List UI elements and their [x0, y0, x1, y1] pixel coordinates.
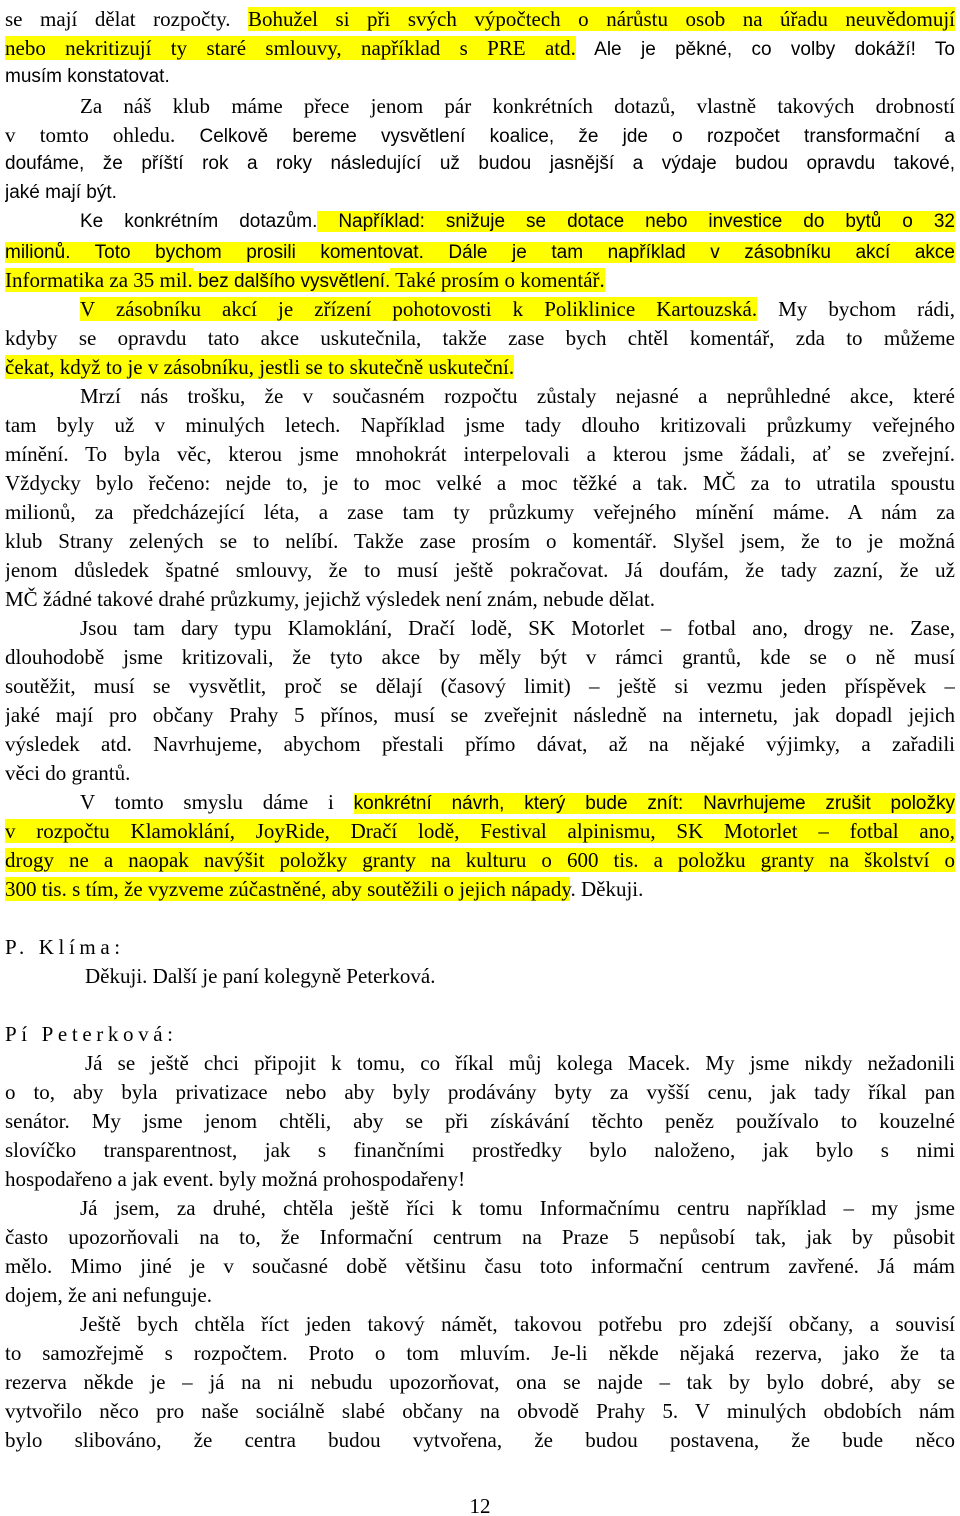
text-line: [80, 208, 955, 236]
text-line: Za náš klub máme přece jenom pár konkrétních dotazů, vlastně takových drobností: [80, 94, 955, 118]
text-line: [5, 817, 955, 845]
text-line: Mrzí nás trošku, že v současném rozpočtu zůstaly nejasné a neprůhledné akce, které: [80, 384, 955, 408]
highlighted-text: drogy ne a naopak navýšit položky granty na kulturu o 600 tis. a položku granty na školství o: [5, 848, 955, 872]
text-line: [5, 846, 955, 874]
text-line: mělo. Mimo jiné je v současné době většinu času toto informační centrum zavřené. Já mám: [5, 1254, 955, 1278]
text-run: . Děkuji.: [570, 877, 644, 901]
text-run: Celkově bereme vysvětlení koalice, že jde o rozpočet transformační a: [199, 126, 955, 147]
text-line: [5, 5, 955, 33]
text-line: [80, 295, 955, 323]
highlighted-text: čekat, když to je v zásobníku, jestli se to skutečně uskuteční.: [5, 355, 515, 379]
text-line: Jsou tam dary typu Klamoklání, Dračí lodě, SK Motorlet – fotbal ano, drogy ne. Zase,: [80, 616, 955, 640]
text-line: klub Strany zelených se to nelíbí. Takže zase prosím o komentář. Slyšel jsem, že to je možná: [5, 529, 955, 553]
text-line: MČ žádné takové drahé průzkumy, jejichž výsledek není znám, nebude dělat.: [5, 587, 655, 611]
highlighted-text: v rozpočtu Klamoklání, JoyRide, Dračí lodě, Festival alpinismu, SK Motorlet – fotbal ano,: [5, 819, 955, 843]
highlighted-text: konkrétní návrh, který bude znít: Navrhujeme zrušit položky: [353, 793, 955, 814]
text-line: dlouhodobě jsme kritizovali, že tyto akce by měly být v rámci grantů, kde se o ně musí: [5, 645, 955, 669]
text-line: Já jsem, za druhé, chtěla ještě říci k tomu Informačnímu centru například – my jsme: [80, 1196, 955, 1220]
text-line: mínění. To byla věc, kterou jsme mnohokrát interpelovali a kterou jsme žádali, ať se zveřejní.: [5, 442, 955, 466]
text-line: doufáme, že příští rok a roky následující už budou jasnější a výdaje budou opravdu takové,: [5, 153, 955, 174]
text-line: o to, aby byla privatizace nebo aby byly prodávány byty za vyšší cenu, jak tady říkal pan: [5, 1080, 955, 1104]
page-number: 12: [469, 1494, 491, 1516]
text-line: bylo slibováno, že centra budou vytvořena, že budou postavena, že bude něco: [5, 1428, 955, 1452]
text-line: senátor. My jsme jenom chtěli, aby se při získávání těchto peněz používalo to kouzelné: [5, 1109, 955, 1133]
text-line: Děkuji. Další je paní kolegyně Peterková.: [85, 964, 436, 988]
highlighted-text: nebo nekritizují ty staré smlouvy, například s PRE atd.: [5, 36, 576, 60]
text-line: [5, 237, 955, 265]
text-line: [5, 353, 955, 381]
highlighted-text: milionů. Toto bychom prosili komentovat.: [5, 242, 424, 263]
text-line: věci do grantů.: [5, 761, 131, 785]
highlighted-text: Také prosím o komentář.: [390, 268, 605, 292]
speaker-heading: Pí Peterková:: [5, 1022, 178, 1046]
text-run: v tomto ohledu.: [5, 123, 200, 147]
text-line: milionů, za předcházející léta, a zase tam ty průzkumy veřejného mínění máme. A nám za: [5, 500, 955, 524]
highlighted-text: Dále je tam například v zásobníku akcí akce: [423, 242, 955, 263]
text-line: hospodařeno a jak event. byly možná prohospodařeny!: [5, 1167, 466, 1191]
text-line: [5, 266, 955, 294]
text-line: tam byly už v minulých letech. Například jsme tady dlouho kritizovali průzkumy veřejného: [5, 413, 955, 437]
highlighted-text: Bohužel si při svých výpočtech o nárůstu osob na úřadu neuvědomují: [248, 7, 955, 31]
text-line: jaké mají být.: [5, 182, 117, 203]
text-line: často upozorňovali na to, že Informační centrum na Praze 5 nepůsobí tak, jak by působit: [5, 1225, 955, 1249]
text-run: Ke konkrétním dotazům.: [80, 211, 318, 232]
highlighted-text: V zásobníku akcí je zřízení pohotovosti k Poliklinice Kartouzská.: [80, 297, 758, 321]
text-line: Vždycky bylo řečeno: nejde to, je to moc velké a moc těžké a tak. MČ za to utratila spoustu: [5, 471, 955, 495]
text-run: My bychom rádi,: [757, 297, 955, 321]
text-line: musím konstatovat.: [5, 66, 170, 87]
speaker-heading: P. Klíma:: [5, 935, 125, 959]
text-run: V tomto smyslu dáme i: [80, 790, 354, 814]
text-line: kdyby se opravdu tato akce uskutečnila, takže zase bych chtěl komentář, zda to můžeme: [5, 326, 955, 350]
text-line: jenom důsledek špatné smlouvy, že to musí ještě pokračovat. Já doufám, že tady zazní, že už: [5, 558, 955, 582]
text-line: [5, 34, 955, 62]
highlighted-text: Například: snižuje se dotace nebo investice do bytů o 32: [317, 211, 955, 232]
text-line: dojem, že ani nefunguje.: [5, 1283, 213, 1307]
text-line: výsledek atd. Navrhujeme, abychom přestali přímo dávat, až na nějaké výjimky, a zařadili: [5, 732, 955, 756]
text-line: rezerva někde je – já na ni nebudu upozorňovat, ona se najde – tak by bylo dobré, aby se: [5, 1370, 955, 1394]
text-run: Ale je pěkné, co volby dokáží! To: [575, 39, 955, 60]
text-line: vytvořilo něco pro naše sociálně slabé občany na obvodě Prahy 5. V minulých obdobích nám: [5, 1399, 955, 1423]
text-run: se mají dělat rozpočty.: [5, 7, 249, 31]
highlighted-text: 300 tis. s tím, že vyzveme zúčastněné, aby soutěžili o jejich nápady: [5, 877, 571, 901]
highlighted-text: Informatika za 35 mil.: [5, 268, 193, 292]
highlighted-text: bez dalšího vysvětlení.: [192, 271, 391, 292]
text-line: [5, 121, 955, 149]
text-line: soutěžit, musí se vysvětlit, proč se dělají (časový limit) – ještě si vezmu jeden příspěvek –: [5, 674, 955, 698]
text-line: to samozřejmě s rozpočtem. Proto o tom mluvím. Je-li někde nějaká rezerva, jako že ta: [5, 1341, 955, 1365]
text-line: Já se ještě chci připojit k tomu, co říkal můj kolega Macek. My jsme nikdy nežadonili: [85, 1051, 955, 1075]
text-line: slovíčko transparentnost, jak s finančními prostředky bylo naloženo, jak bylo s nimi: [5, 1138, 955, 1162]
text-line: Ještě bych chtěla říct jeden takový námět, takovou potřebu pro zdejší občany, a souvisí: [80, 1312, 955, 1336]
text-line: [5, 875, 955, 903]
text-line: [80, 788, 955, 816]
text-line: jaké mají pro občany Prahy 5 přínos, musí se zveřejnit následně na internetu, jak dopadl jejich: [5, 703, 955, 727]
